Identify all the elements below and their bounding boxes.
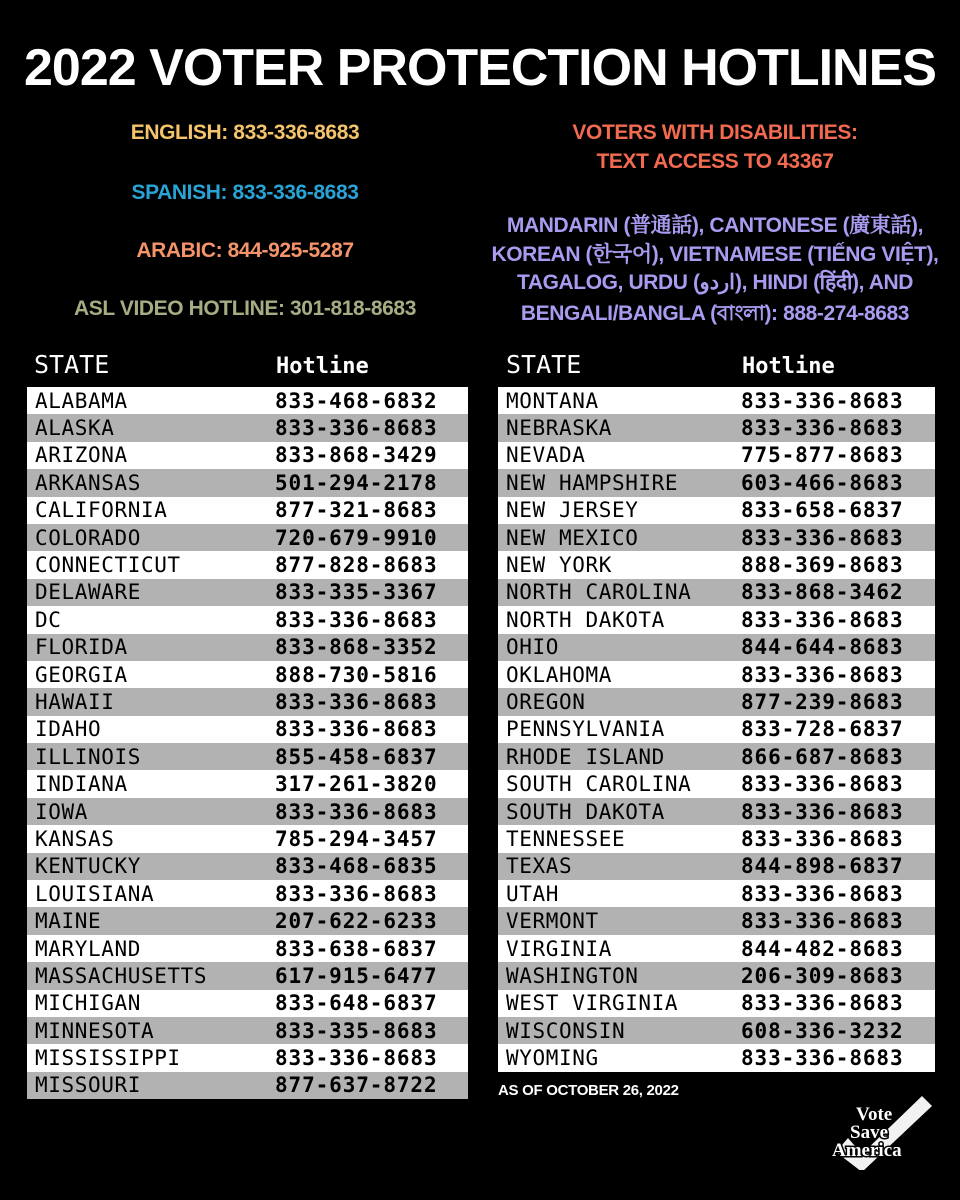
table-row [27,442,468,469]
hotline-number: 855-458-6837 [275,744,438,769]
hotline-number: 833-728-6837 [741,717,904,742]
state-name: SOUTH CAROLINA [506,772,692,797]
state-name: NEBRASKA [506,416,612,441]
state-name: TENNESSEE [506,826,626,851]
hotline-number: 833-638-6837 [275,936,438,961]
english-hotline: ENGLISH: 833-336-8683 [130,121,360,144]
hotline-number: 833-336-8683 [275,881,438,906]
state-name: ALABAMA [35,388,128,413]
table-row [498,962,935,989]
hotline-number: 720-679-9910 [275,525,438,550]
table-row [27,935,468,962]
state-name: CALIFORNIA [35,498,168,523]
hotline-number: 833-468-6832 [275,388,438,413]
state-name: NEW MEXICO [506,525,639,550]
state-name: KENTUCKY [35,854,141,879]
left-hotline-header: Hotline [276,354,369,379]
state-name: DELAWARE [35,580,141,605]
table-row [498,387,935,414]
table-row [498,853,935,880]
table-row [27,1072,468,1099]
table-row [27,743,468,770]
state-name: RHODE ISLAND [506,744,665,769]
hotline-number: 877-239-8683 [741,689,904,714]
arabic-hotline: ARABIC: 844-925-5287 [136,239,354,262]
hotline-number: 877-321-8683 [275,498,438,523]
hotline-number: 603-466-8683 [741,470,904,495]
state-name: GEORGIA [35,662,128,687]
right-state-header: STATE [506,350,582,379]
hotline-number: 833-336-8683 [275,689,438,714]
table-row [498,524,935,551]
logo-word-1: Vote [856,1104,893,1125]
table-row [498,579,935,606]
hotline-number: 833-336-8683 [741,416,904,441]
hotline-number: 888-730-5816 [275,662,438,687]
disabilities-line-1: VOTERS WITH DISABILITIES: [572,121,858,144]
left-state-table [27,387,468,1099]
hotline-number: 888-369-8683 [741,553,904,578]
state-name: ILLINOIS [35,744,141,769]
hotline-number: 608-336-3232 [741,1018,904,1043]
table-row [498,770,935,797]
hotline-number: 833-658-6837 [741,498,904,523]
state-name: NEW HAMPSHIRE [506,470,679,495]
right-hotline-header: Hotline [742,354,835,379]
state-name: IDAHO [35,717,102,742]
table-row [498,907,935,934]
hotline-number: 617-915-6477 [275,963,438,988]
state-name: PENNSYLVANIA [506,717,665,742]
as-of-date: AS OF OCTOBER 26, 2022 [498,1082,679,1099]
state-name: TEXAS [506,854,573,879]
state-name: WEST VIRGINIA [506,991,679,1016]
hotline-number: 833-868-3462 [741,580,904,605]
hotline-number: 833-336-8683 [741,607,904,632]
state-name: HAWAII [35,689,115,714]
state-name: ARKANSAS [35,470,141,495]
table-row [27,853,468,880]
table-row [27,661,468,688]
state-name: LOUISIANA [35,881,155,906]
table-row [498,551,935,578]
hotline-number: 866-687-8683 [741,744,904,769]
state-name: IOWA [35,799,88,824]
table-row [27,880,468,907]
hotline-number: 844-644-8683 [741,635,904,660]
state-name: OHIO [506,635,559,660]
table-row [498,880,935,907]
hotline-number: 833-336-8683 [275,416,438,441]
table-row [27,497,468,524]
hotline-number: 775-877-8683 [741,443,904,468]
hotline-number: 317-261-3820 [275,772,438,797]
hotline-number: 833-336-8683 [275,1046,438,1071]
state-name: MONTANA [506,388,599,413]
table-row [498,414,935,441]
languages-line-2: KOREAN (한국어), VIETNAMESE (TIẾNG VIỆT), [491,243,939,266]
table-row [27,469,468,496]
hotline-number: 833-336-8683 [741,881,904,906]
table-row [27,579,468,606]
state-name: MARYLAND [35,936,141,961]
state-name: SOUTH DAKOTA [506,799,665,824]
hotline-number: 833-336-8683 [741,909,904,934]
hotline-number: 833-336-8683 [741,1046,904,1071]
state-name: KANSAS [35,826,115,851]
state-name: DC [35,607,62,632]
hotline-number: 833-868-3352 [275,635,438,660]
state-name: MICHIGAN [35,991,141,1016]
table-row [498,990,935,1017]
hotline-number: 833-868-3429 [275,443,438,468]
table-row [498,688,935,715]
table-row [27,962,468,989]
asl-hotline: ASL VIDEO HOTLINE: 301-818-8683 [73,297,416,320]
table-row [498,798,935,825]
state-name: NEW JERSEY [506,498,639,523]
hotline-number: 833-336-8683 [741,991,904,1016]
disabilities-line-2: TEXT ACCESS TO 43367 [596,150,834,173]
left-state-header: STATE [34,350,110,379]
page-title: 2022 VOTER PROTECTION HOTLINES [24,39,936,97]
state-name: OREGON [506,689,586,714]
hotline-number: 833-336-8683 [741,388,904,413]
hotline-number: 833-336-8683 [741,772,904,797]
state-name: NEVADA [506,443,586,468]
hotline-number: 833-336-8683 [741,525,904,550]
table-row [27,716,468,743]
table-row [27,1017,468,1044]
state-name: OKLAHOMA [506,662,612,687]
state-name: MINNESOTA [35,1018,155,1043]
hotline-number: 833-336-8683 [275,799,438,824]
table-row [27,387,468,414]
state-name: MISSOURI [35,1073,141,1098]
table-row [27,606,468,633]
table-row [498,716,935,743]
languages-line-1: MANDARIN (普通話), CANTONESE (廣東話), [506,214,924,237]
table-row [27,798,468,825]
logo-word-2: Save [850,1122,888,1143]
table-row [498,606,935,633]
table-row [498,935,935,962]
state-name: INDIANA [35,772,128,797]
hotline-number: 833-335-8683 [275,1018,438,1043]
table-row [27,524,468,551]
table-row [498,825,935,852]
hotline-number: 833-336-8683 [741,826,904,851]
hotline-number: 833-335-3367 [275,580,438,605]
hotline-number: 833-336-8683 [741,662,904,687]
state-name: WISCONSIN [506,1018,626,1043]
hotline-number: 877-637-8722 [275,1073,438,1098]
table-row [498,634,935,661]
state-name: COLORADO [35,525,141,550]
table-row [27,990,468,1017]
checkmark-logo-icon [828,1090,938,1170]
vote-save-america-logo [828,1090,938,1170]
state-name: ARIZONA [35,443,128,468]
languages-line-3: TAGALOG, URDU (اردو), HINDI (हिंदी), AND [516,271,914,294]
right-state-table [498,387,935,1072]
languages-line-4: BENGALI/BANGLA (বাংলা): 888-274-8683 [520,302,910,325]
state-name: ALASKA [35,416,115,441]
state-name: WASHINGTON [506,963,639,988]
state-name: NORTH CAROLINA [506,580,692,605]
table-row [498,743,935,770]
logo-word-3: America [832,1140,902,1161]
spanish-hotline: SPANISH: 833-336-8683 [131,181,359,204]
state-name: MAINE [35,909,102,934]
table-row [27,770,468,797]
hotline-number: 785-294-3457 [275,826,438,851]
hotline-number: 207-622-6233 [275,909,438,934]
table-row [498,1017,935,1044]
table-row [498,661,935,688]
state-name: VERMONT [506,909,599,934]
table-row [498,1044,935,1071]
hotline-number: 844-482-8683 [741,936,904,961]
state-name: VIRGINIA [506,936,612,961]
hotline-number: 501-294-2178 [275,470,438,495]
hotline-number: 833-648-6837 [275,991,438,1016]
hotline-number: 833-336-8683 [275,607,438,632]
table-row [27,1044,468,1071]
state-name: UTAH [506,881,559,906]
hotline-number: 833-336-8683 [275,717,438,742]
table-row [27,907,468,934]
table-row [27,634,468,661]
state-name: CONNECTICUT [35,553,181,578]
table-row [498,469,935,496]
hotline-number: 833-468-6835 [275,854,438,879]
hotline-number: 833-336-8683 [741,799,904,824]
state-name: NORTH DAKOTA [506,607,665,632]
table-row [27,414,468,441]
hotline-number: 206-309-8683 [741,963,904,988]
state-name: MISSISSIPPI [35,1046,181,1071]
state-name: FLORIDA [35,635,128,660]
hotline-number: 877-828-8683 [275,553,438,578]
table-row [27,551,468,578]
table-row [27,825,468,852]
state-name: NEW YORK [506,553,612,578]
table-row [27,688,468,715]
state-name: MASSACHUSETTS [35,963,208,988]
table-row [498,442,935,469]
state-name: WYOMING [506,1046,599,1071]
table-row [498,497,935,524]
hotline-number: 844-898-6837 [741,854,904,879]
